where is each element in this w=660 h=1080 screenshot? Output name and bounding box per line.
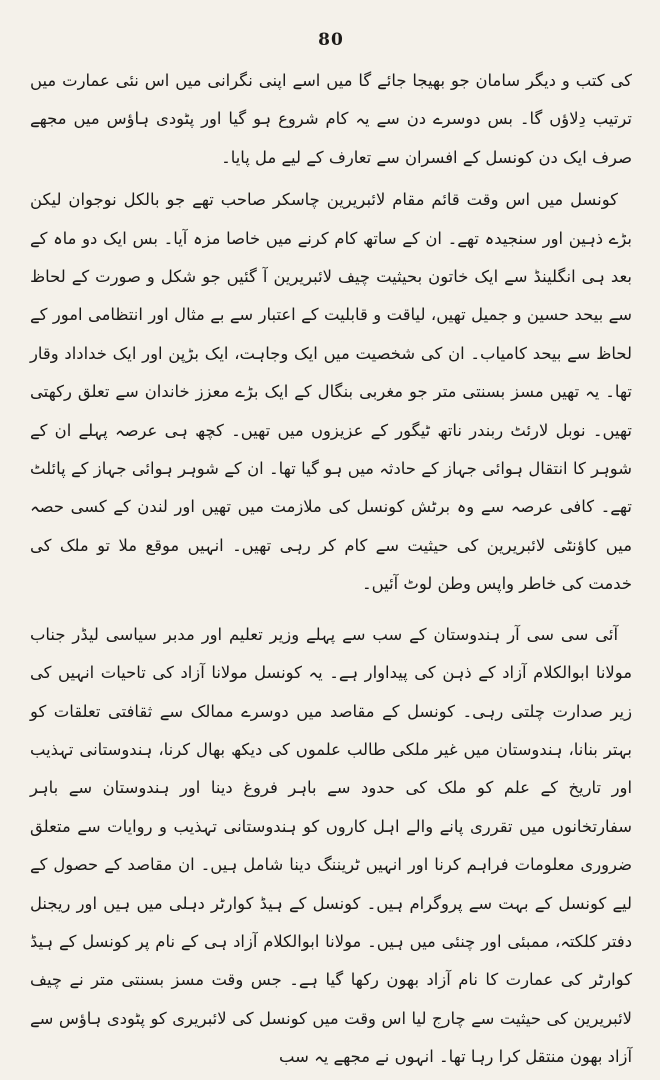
paragraph-continuation: کی کتب و دیگر سامان جو بھیجا جائے گا میں اسے اپنی نگرانی میں اس نئی عمارت میں ترتیب دِلاؤں گا۔ بس دوسرے دن سے یہ کام شروع ہو گیا اور پٹودی ہاؤس میں مجھے صرف ایک دن کونسل کے افسران سے تعارف کے لیے مل پایا۔ — [30, 71, 632, 167]
paragraph-iccr-objectives: آئی سی سی آر ہندوستان کے سب سے پہلے وزیر تعلیم اور مدبر سیاسی لیڈر جناب مولانا ابوالکلام آزاد کے ذہن کی پیداوار ہے۔ یہ کونسل مولانا آزاد کی تاحیات انہیں کی زیر صدارت چلتی رہی۔ کونسل کے مقاصد میں دوسرے ممالک سے ثقافتی تعلقات کو بہتر بنانا، ہندوستان میں غیر ملکی طالب علموں کی دیکھ بھال کرنا، ہندوستانی تہذیب اور تاریخ کے علم کو ملک کی حدود سے باہر فروغ دینا اور ہندوستان سے باہر سفارتخانوں میں تقرری پانے والے اہل کاروں کو ہندوستانی تہذیب و روایات سے متعلق ضروری معلومات فراہم کرنا اور انہیں ٹریننگ دینا شامل ہیں۔ ان مقاصد کے حصول کے لیے کونسل کے بہت سے پروگرام ہیں۔ کونسل کے ہیڈ کوارٹر دہلی میں ہیں اور ریجنل دفتر کلکتہ، ممبئی اور چنئی میں ہیں۔ مولانا ابوالکلام آزاد ہی کے نام پر کونسل کے ہیڈ کوارٹر کی عمارت کا نام آزاد بھون رکھا گیا ہے۔ جس وقت مسز بسنتی متر نے چیف لائبریرین کی حیثیت سے چارج لیا اس وقت میں کونسل کی لائبریری کو پٹودی ہاؤس سے آزاد بھون منتقل کرا رہا تھا۔ انہوں نے مجھے یہ سب — [30, 624, 632, 1067]
paragraph-council-librarians: کونسل میں اس وقت قائم مقام لائبریرین چاسکر صاحب تھے جو بالکل نوجوان لیکن بڑے ذہین اور سنجیدہ تھے۔ ان کے ساتھ کام کرنے میں خاصا مزہ آیا۔ بس ایک دو ماہ کے بعد ہی انگلینڈ سے ایک خاتون بحیثیت چیف لائبریرین آ گئیں جو شکل و صورت کے لحاظ سے بیحد حسین و جمیل تھیں، لیاقت و قابلیت کے اعتبار سے بے مثال اور انتظامی امور کے لحاظ سے بیحد کامیاب۔ ان کی شخصیت میں ایک وجاہت، ایک بڑپن اور ایک خداداد وقار تھا۔ یہ تھیں مسز بسنتی متر جو مغربی بنگال کے ایک بڑے معزز خاندان سے تعلق رکھتی تھیں۔ نوبل لارئٹ ربندر ناتھ ٹیگور کے عزیزوں میں تھیں۔ کچھ ہی عرصہ پہلے ان کے شوہر کا انتقال ہوائی جہاز کے حادثہ میں ہو گیا تھا۔ ان کے شوہر ہوائی جہاز کے پائلٹ تھے۔ کافی عرصہ سے وہ برٹش کونسل کی ملازمت میں تھیں اور لندن کے کسی حصہ میں کاؤنٹی لائبریرین کی حیثیت سے کام کر رہی تھیں۔ انہیں موقع ملا تو ملک کی خدمت کی خاطر واپس وطن لوٹ آئیں۔ — [30, 190, 632, 594]
page-number: 80 — [318, 30, 344, 50]
page-body — [30, 62, 632, 1077]
